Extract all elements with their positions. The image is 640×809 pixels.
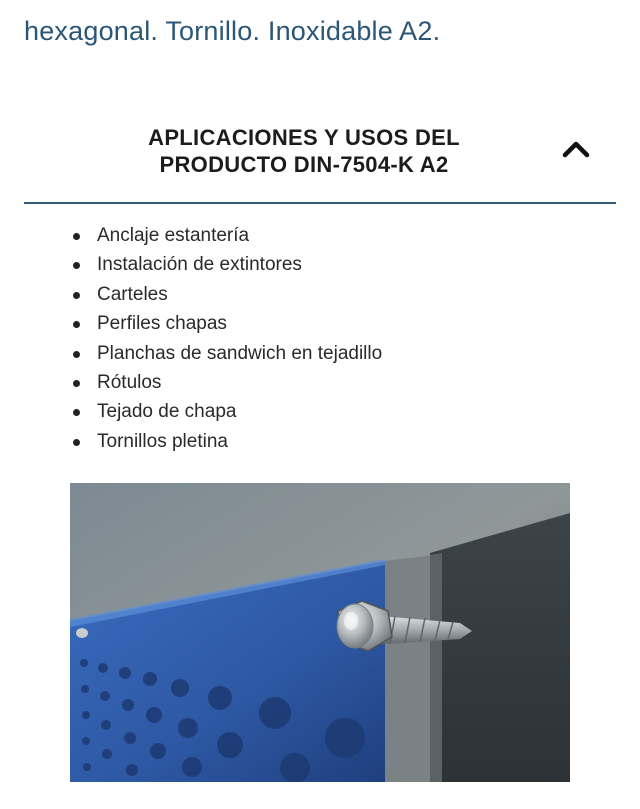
list-item-label: Tejado de chapa bbox=[97, 401, 237, 423]
intro-text: hexagonal. Tornillo. Inoxidable A2. bbox=[24, 16, 441, 46]
list-item bbox=[70, 221, 382, 250]
uses-list bbox=[70, 221, 382, 456]
list-item bbox=[70, 368, 382, 397]
bullet-icon bbox=[73, 409, 80, 416]
list-item bbox=[70, 397, 382, 426]
list-item-label: Anclaje estantería bbox=[97, 225, 250, 246]
list-item bbox=[70, 250, 382, 279]
list-item-label: Perfiles chapas bbox=[97, 313, 227, 335]
list-item bbox=[70, 280, 382, 309]
bullet-icon bbox=[73, 262, 80, 269]
list-item bbox=[70, 339, 382, 368]
list-item-label: Instalación de extintores bbox=[97, 254, 302, 276]
bullet-icon bbox=[73, 321, 80, 328]
bullet-icon bbox=[73, 292, 80, 299]
list-item-label: Rótulos bbox=[97, 371, 162, 393]
bullet-icon bbox=[73, 380, 80, 387]
list-item bbox=[70, 309, 382, 338]
bullet-icon bbox=[73, 233, 80, 240]
product-image bbox=[70, 483, 570, 782]
list-item bbox=[70, 427, 382, 456]
accordion-header[interactable] bbox=[24, 118, 616, 204]
bullet-icon bbox=[73, 351, 80, 358]
bullet-icon bbox=[73, 439, 80, 446]
list-item-label: Planchas de sandwich en tejadillo bbox=[97, 342, 383, 364]
list-item-label: Tornillos pletina bbox=[97, 430, 228, 452]
chevron-up-icon[interactable] bbox=[562, 140, 590, 158]
list-item-label: Carteles bbox=[97, 283, 168, 305]
accordion-title: APLICACIONES Y USOS DEL PRODUCTO DIN-7504-K A2 bbox=[148, 125, 460, 177]
